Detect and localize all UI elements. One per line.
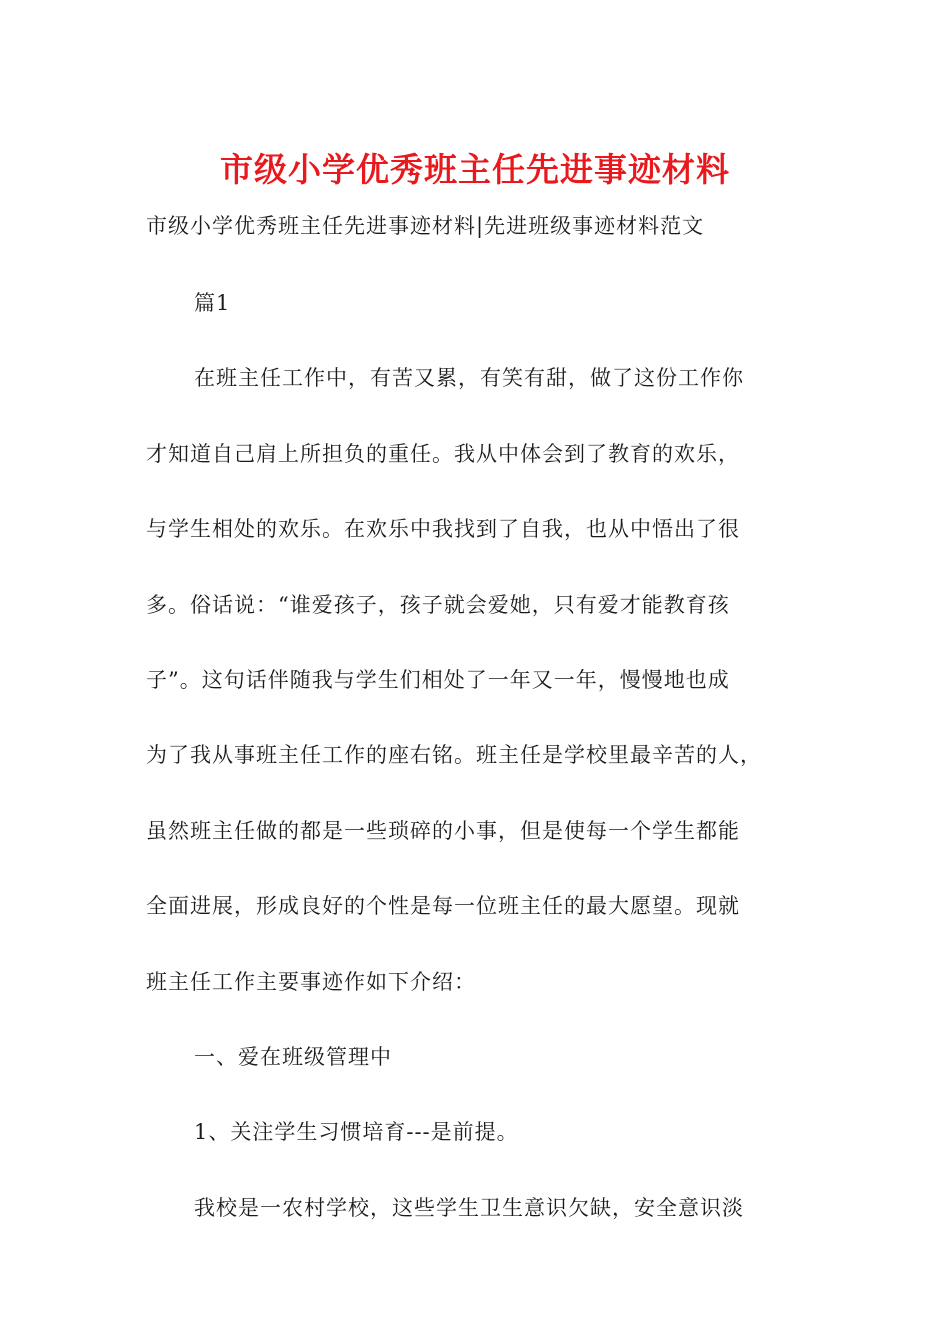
document-title: 市级小学优秀班主任先进事迹材料 — [220, 150, 730, 189]
paragraph-line: 全面进展，形成良好的个性是每一位班主任的最大愿望。现就 — [146, 894, 740, 919]
paragraph-line: 虽然班主任做的都是一些琐碎的小事，但是使每一个学生都能 — [146, 818, 740, 843]
paragraph-line: 与学生相处的欢乐。在欢乐中我找到了自我，也从中悟出了很 — [146, 517, 740, 542]
paragraph-line: 为了我从事班主任工作的座右铭。班主任是学校里最辛苦的人， — [146, 743, 762, 768]
paragraph-line: 子”。这句话伴随我与学生们相处了一年又一年，慢慢地也成 — [146, 667, 730, 692]
document-body — [146, 283, 806, 1263]
paragraph-line: 才知道自己肩上所担负的重任。我从中体会到了教育的欢乐， — [146, 441, 740, 466]
subsection-heading: 1、关注学生习惯培育---是前提。 — [194, 1120, 519, 1145]
document-subtitle: 市级小学优秀班主任先进事迹材料|先进班级事迹材料范文 — [146, 214, 705, 238]
paragraph-line: 在班主任工作中，有苦又累，有笑有甜，做了这份工作你 — [194, 366, 744, 391]
paragraph-line: 我校是一农村学校，这些学生卫生意识欠缺，安全意识淡 — [194, 1195, 744, 1220]
section-label: 篇1 — [194, 291, 231, 315]
section-heading: 一、爱在班级管理中 — [194, 1044, 392, 1069]
paragraph-line: 班主任工作主要事迹作如下介绍： — [146, 969, 476, 994]
paragraph-line: 多。俗话说：“谁爱孩子，孩子就会爱她，只有爱才能教育孩 — [146, 592, 730, 617]
